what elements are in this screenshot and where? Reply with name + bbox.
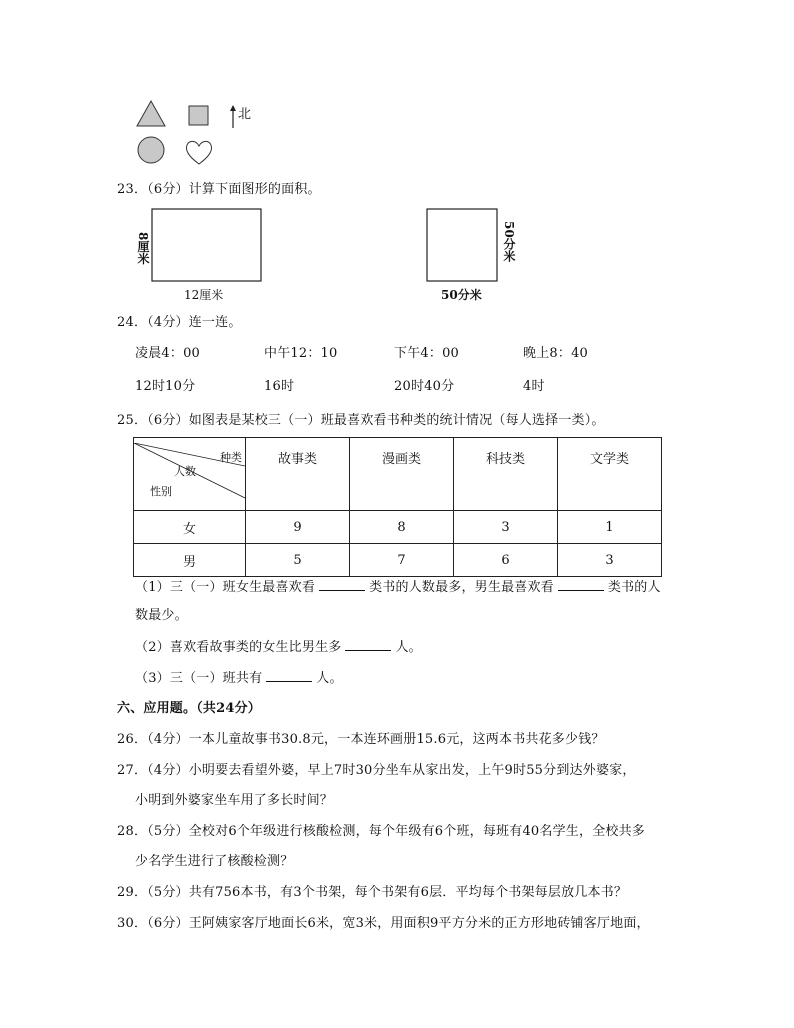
- table-row: [134, 511, 662, 544]
- heart-shape: [186, 141, 211, 164]
- table-cell: 7: [350, 544, 454, 577]
- question-28-line1: 28．（5分）全校对6个年级进行核酸检测，每个年级有6个班，每班有40名学生，全校共多: [117, 824, 645, 839]
- row-label: 男: [134, 544, 246, 577]
- time-item: 凌晨4：00: [135, 346, 201, 361]
- question-23: 23．（6分）计算下面图形的面积。: [117, 182, 321, 197]
- table-cell: 1: [558, 511, 662, 544]
- question-25-2: [135, 638, 422, 657]
- sub2-text-b: 人。: [395, 640, 422, 655]
- rect2-side-label: 50分米: [502, 221, 516, 262]
- question-29: 29．（5分）共有756本书，有3个书架，每个书架有6层．平均每个书架每层放几本书？: [117, 885, 628, 900]
- time-item: 12时10分: [135, 379, 196, 394]
- sub3-text-a: （3）三（一）班共有: [135, 671, 263, 686]
- answer-blank[interactable]: [319, 578, 365, 591]
- question-26: 26．（4分）一本儿童故事书30.8元，一本连环画册15.6元，这两本书共花多少钱？: [117, 732, 605, 747]
- question-27-line2: 小明到外婆家坐车用了多长时间？: [135, 793, 334, 808]
- table-cell: 3: [454, 511, 558, 544]
- sub2-text-a: （2）喜欢看故事类的女生比男生多: [135, 640, 342, 655]
- sub1-text-a: （1）三（一）班女生最喜欢看: [135, 580, 316, 595]
- table-header: 漫画类: [350, 438, 454, 511]
- question-25-1-cont: 数最少。: [135, 608, 188, 623]
- diag-gender-label: 性别: [150, 485, 172, 498]
- time-item: 下午4：00: [394, 346, 460, 361]
- question-25: 25．（6分）如图表是某校三（一）班最喜欢看书种类的统计情况（每人选择一类）。: [117, 413, 605, 428]
- north-label: 北: [238, 107, 252, 122]
- question-25-3: [135, 669, 343, 688]
- sub1-text-c: 类书的人: [607, 580, 661, 595]
- time-item: 20时40分: [394, 379, 455, 394]
- table-cell: 6: [454, 544, 558, 577]
- time-item: 晚上8：40: [523, 346, 589, 361]
- table-cell: 9: [246, 511, 350, 544]
- table-cell: 3: [558, 544, 662, 577]
- rect1-side-label: 8厘米: [136, 232, 150, 265]
- statistics-table: [133, 437, 662, 577]
- rect2-bottom-label: 50分米: [441, 288, 482, 302]
- table-header: 故事类: [246, 438, 350, 511]
- triangle-shape: [137, 101, 165, 126]
- table-row: [134, 544, 662, 577]
- table-cell: 5: [246, 544, 350, 577]
- question-27-line1: 27．（4分）小明要去看望外婆，早上7时30分坐车从家出发，上午9时55分到达外婆家，: [117, 763, 636, 778]
- time-item: 中午12：10: [264, 346, 338, 361]
- row-label: 女: [134, 511, 246, 544]
- time-item: 4时: [523, 379, 545, 394]
- rect1-bottom-label: 12厘米: [184, 288, 224, 302]
- time-item: 16时: [264, 379, 295, 394]
- diag-count-label: 人数: [174, 465, 196, 478]
- question-28-line2: 少名学生进行了核酸检测？: [135, 854, 294, 869]
- section-6-title: 六、应用题。（共24分）: [117, 701, 261, 716]
- answer-blank[interactable]: [558, 578, 604, 591]
- question-25-1: [135, 578, 661, 597]
- question-24: 24．（4分）连一连。: [117, 315, 242, 330]
- answer-blank[interactable]: [345, 638, 391, 651]
- sub1-text-b: 类书的人数最多，男生最喜欢看: [369, 580, 554, 595]
- table-header: 科技类: [454, 438, 558, 511]
- table-cell: 8: [350, 511, 454, 544]
- square-shape: [189, 106, 208, 125]
- question-30: 30．（6分）王阿姨家客厅地面长6米，宽3米，用面积9平方分米的正方形地砖铺客厅地面，: [117, 916, 650, 931]
- answer-blank[interactable]: [266, 669, 312, 682]
- diagonal-header-cell: [134, 438, 246, 511]
- circle-shape: [138, 137, 164, 163]
- table-header: 文学类: [558, 438, 662, 511]
- sub3-text-b: 人。: [316, 671, 343, 686]
- diag-kind-label: 种类: [220, 451, 242, 464]
